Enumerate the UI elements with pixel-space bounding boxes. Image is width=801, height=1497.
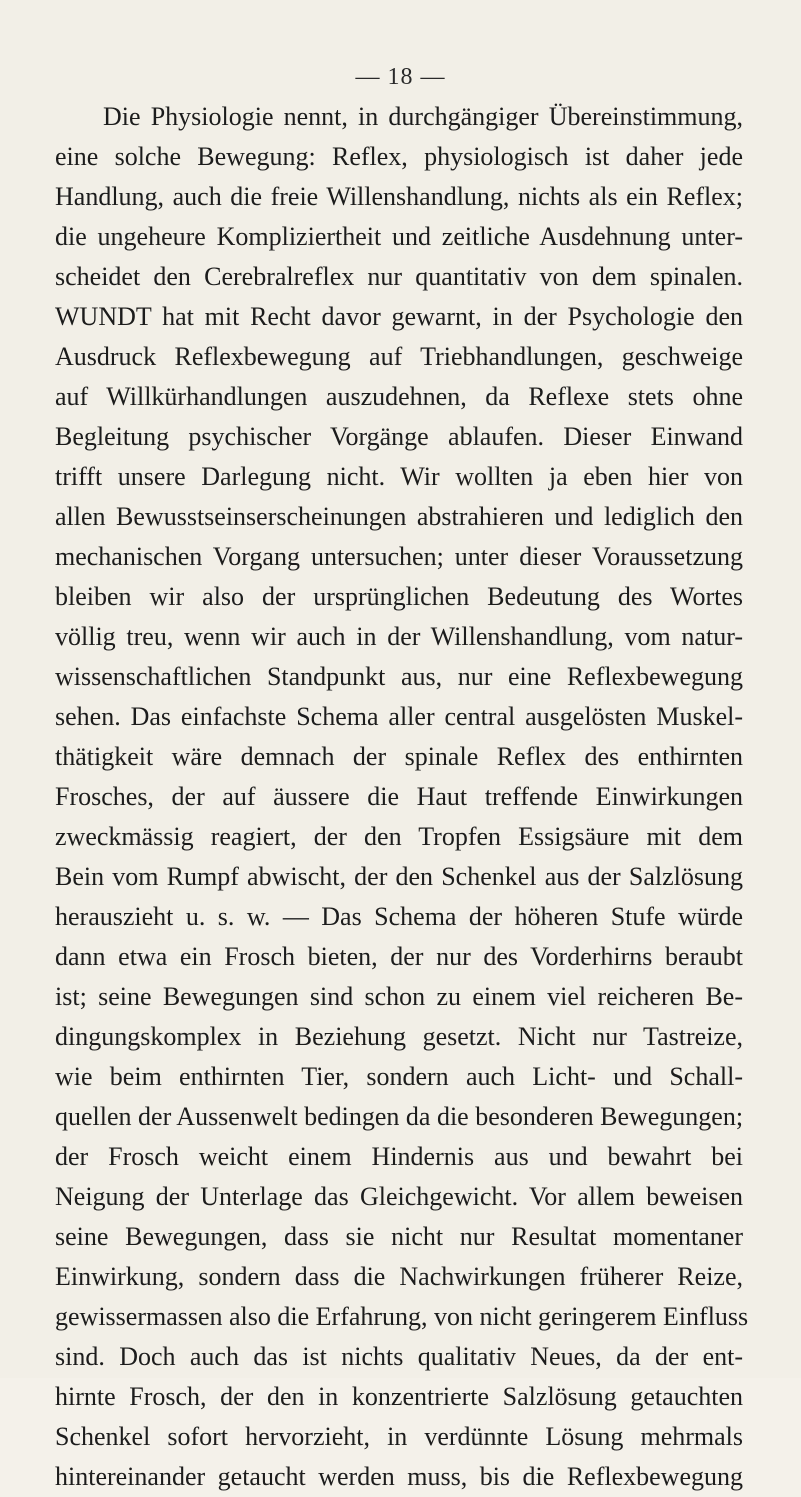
- text-line: mechanischen Vorgang untersuchen; unter dieser Voraussetzung: [55, 542, 743, 571]
- text-line: ist; seine Bewegungen sind schon zu einem viel reicheren Be-: [55, 982, 743, 1011]
- text-line: scheidet den Cerebralreflex nur quantitativ von dem spinalen.: [55, 262, 743, 291]
- text-line: Handlung, auch die freie Willenshandlung, nichts als ein Reflex;: [55, 182, 743, 211]
- text-line: sehen. Das einfachste Schema aller central ausgelösten Muskel-: [55, 702, 743, 731]
- text-line: herauszieht u. s. w. — Das Schema der höheren Stufe würde: [55, 902, 743, 931]
- text-line: hintereinander getaucht werden muss, bis die Reflexbewegung: [55, 1462, 743, 1491]
- text-line: allen Bewusstseinserscheinungen abstrahieren und lediglich den: [55, 502, 743, 531]
- text-line: völlig treu, wenn wir auch in der Willenshandlung, vom natur-: [55, 622, 743, 651]
- text-line: hirnte Frosch, der den in konzentrierte Salzlösung getauchten: [55, 1382, 743, 1411]
- text-line: Schenkel sofort hervorzieht, in verdünnte Lösung mehrmals: [55, 1422, 743, 1451]
- text-line: auf Willkürhandlungen auszudehnen, da Reflexe stets ohne: [55, 382, 743, 411]
- text-line: Neigung der Unterlage das Gleichgewicht. Vor allem beweisen: [55, 1182, 743, 1211]
- text-line: bleiben wir also der ursprünglichen Bedeutung des Wortes: [55, 582, 743, 611]
- text-line: trifft unsere Darlegung nicht. Wir wollten ja eben hier von: [55, 462, 743, 491]
- text-line: die ungeheure Kompliziertheit und zeitliche Ausdehnung unter-: [55, 222, 743, 251]
- text-line: Ausdruck Reflexbewegung auf Triebhandlungen, geschweige: [55, 342, 743, 371]
- text-line: seine Bewegungen, dass sie nicht nur Resultat momentaner: [55, 1222, 743, 1251]
- text-line: eine solche Bewegung: Reflex, physiologisch ist daher jede: [55, 142, 743, 171]
- text-line: zweckmässig reagiert, der den Tropfen Essigsäure mit dem: [55, 822, 743, 851]
- page-number: — 18 —: [355, 64, 446, 90]
- text-line: dann etwa ein Frosch bieten, der nur des Vorderhirns beraubt: [55, 942, 743, 971]
- text-line: Frosches, der auf äussere die Haut treffende Einwirkungen: [55, 782, 743, 811]
- text-line: Die Physiologie nennt, in durchgängiger Übereinstimmung,: [103, 102, 743, 131]
- text-line: Einwirkung, sondern dass die Nachwirkungen früherer Reize,: [55, 1262, 743, 1291]
- text-line: WUNDT hat mit Recht davor gewarnt, in der Psychologie den: [55, 302, 743, 331]
- text-line: quellen der Aussenwelt bedingen da die besonderen Bewegungen;: [55, 1102, 744, 1131]
- body-text: [55, 97, 749, 1497]
- text-line: dingungskomplex in Beziehung gesetzt. Nicht nur Tastreize,: [55, 1022, 743, 1051]
- text-line: der Frosch weicht einem Hindernis aus und bewahrt bei: [55, 1142, 743, 1171]
- text-line: wie beim enthirnten Tier, sondern auch Licht- und Schall-: [55, 1062, 743, 1091]
- text-line: Bein vom Rumpf abwischt, der den Schenkel aus der Salzlösung: [55, 862, 743, 891]
- text-line: wissenschaftlichen Standpunkt aus, nur eine Reflexbewegung: [55, 662, 743, 691]
- text-line: thätigkeit wäre demnach der spinale Reflex des enthirnten: [55, 742, 743, 771]
- text-line: sind. Doch auch das ist nichts qualitativ Neues, da der ent-: [55, 1342, 743, 1371]
- text-line: gewissermassen also die Erfahrung, von nicht geringerem Einfluss: [55, 1302, 749, 1331]
- text-line: Begleitung psychischer Vorgänge ablaufen. Dieser Einwand: [55, 422, 743, 451]
